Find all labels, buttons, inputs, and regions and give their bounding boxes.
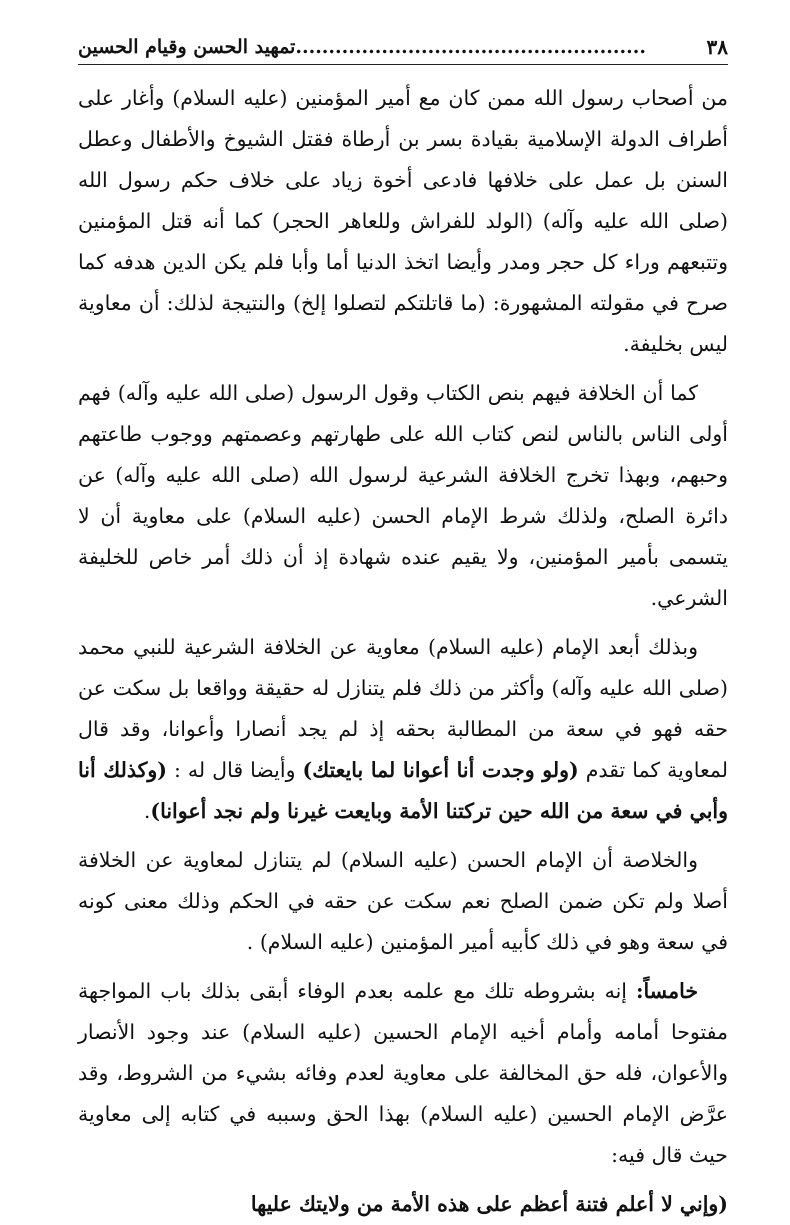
paragraph-3-text-b: وأيضا قال له :: [166, 758, 303, 782]
closing-quote: (وإني لا أعلم فتنة أعظم على هذه الأمة من ولايتك عليها: [250, 1192, 728, 1216]
paragraph-5-text: إنه بشروطه تلك مع علمه بعدم الوفاء أبقى بذلك باب المواجهة مفتوحا أمامه وأمام أخيه الإمام الحسين (عليه السلام) عند وجود الأنصار والأعوان، فله حق المخالفة على معاوية لعدم وفائه بشيء من الشروط، وقد عرَّض الإمام الحسين (عليه السلام) بهذا الحق وسببه في كتابه إلى معاوية حيث قال فيه:: [78, 979, 728, 1167]
paragraph-5-lead: خامساً:: [635, 979, 698, 1003]
paragraph-2: [78, 373, 728, 619]
paragraph-3-quote-a: (ولو وجدت أنا أعوانا لما بايعتك): [302, 758, 579, 782]
running-title: .....................................................تمهيد الحسن وقيام الحسين: [78, 36, 646, 58]
paragraph-3-quote-b: (وكذلك أنا وأبي في سعة من الله حين تركتنا الأمة وبايعت غيرنا ولم نجد أعوانا): [78, 758, 728, 823]
paragraph-4: [78, 840, 728, 963]
page-number: ٣٨: [706, 35, 728, 59]
paragraph-4-text: والخلاصة أن الإمام الحسن (عليه السلام) لم يتنازل لمعاوية عن الخلافة أصلا ولم تكن ضمن الصلح نعم سكت عن حقه في الحكم وذلك معنى كونه في سعة وهو في ذلك كأبيه أمير المؤمنين (عليه السلام) .: [78, 848, 728, 954]
paragraph-3: [78, 627, 728, 832]
page-body: [78, 78, 728, 1225]
paragraph-3-text-c: .: [143, 799, 151, 823]
paragraph-3-text-a: وبذلك أبعد الإمام (عليه السلام) معاوية عن الخلافة الشرعية للنبي محمد (صلى الله عليه وآله) وأكثر من ذلك فلم يتنازل له حقيقة وواقعا بل سكت عن حقه فهو في سعة من المطالبة بحقه إذ لم يجد أنصارا وأعوانا، وقد قال لمعاوية كما تقدم: [78, 635, 729, 782]
paragraph-1-text: من أصحاب رسول الله ممن كان مع أمير المؤمنين (عليه السلام) وأغار على أطراف الدولة الإسلامية بقيادة بسر بن أرطاة فقتل الشيوخ والأطفال وعطل السنن بل عمل على خلافها فادعى أخوة زياد على خلاف حكم رسول الله (صلى الله عليه وآله) (الولد للفراش وللعاهر الحجر) كما أنه قتل المؤمنين وتتبعهم وراء كل حجر ومدر وأيضا اتخذ الدنيا أما وأبا فلم يكن الدين هدفه كما صرح في مقولته المشهورة: (ما قاتلتكم لتصلوا إلخ) والنتيجة لذلك: أن معاوية ليس بخليفة.: [78, 86, 728, 356]
paragraph-1: [78, 78, 728, 365]
page-header: [78, 30, 728, 65]
paragraph-2-text: كما أن الخلافة فيهم بنص الكتاب وقول الرسول (صلى الله عليه وآله) فهم أولى الناس بالناس لنص كتاب الله على طهارتهم وعصمتهم ووجوب طاعتهم وحبهم، وبهذا تخرج الخلافة الشرعية لرسول الله (صلى الله عليه وآله) عن دائرة الصلح، ولذلك شرط الإمام الحسن (عليه السلام) على معاوية أن لا يتسمى بأمير المؤمنين، ولا يقيم عنده شهادة إذ أن ذلك أمر خاص للخليفة الشرعي.: [78, 381, 728, 610]
paragraph-5: [78, 971, 728, 1176]
